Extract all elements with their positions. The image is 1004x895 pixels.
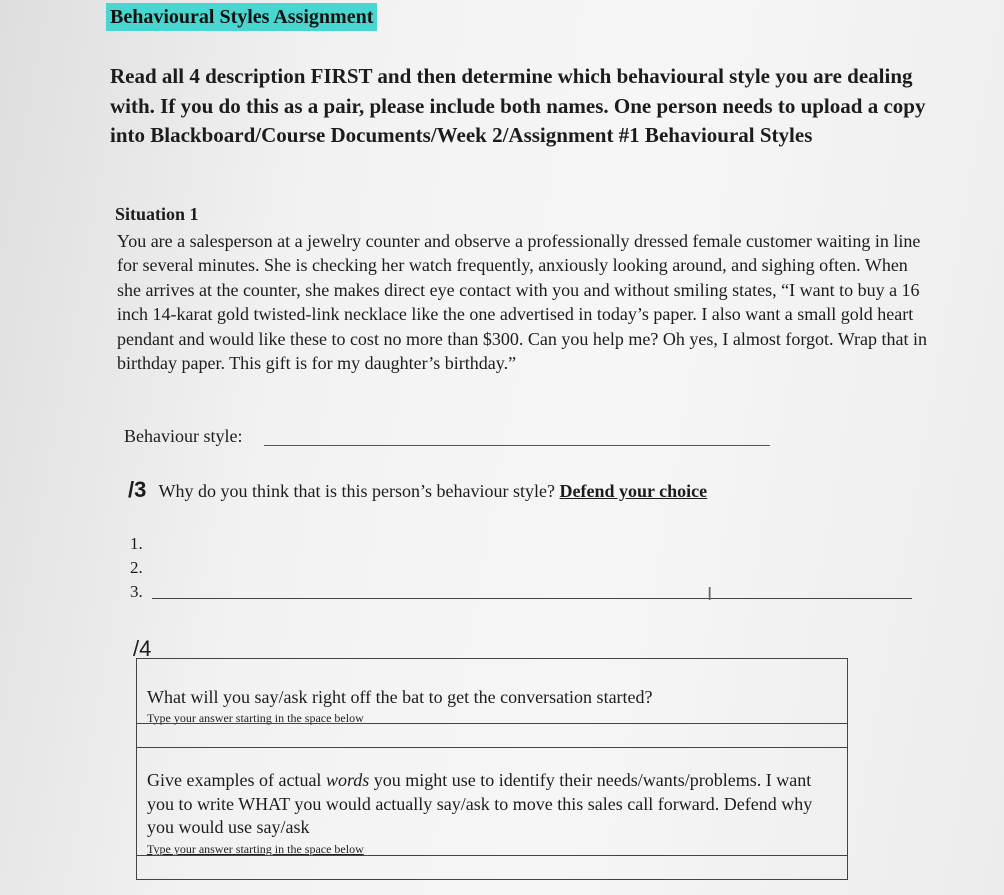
answer-list-item[interactable]: 3. — [130, 582, 143, 601]
needs-answer-field[interactable] — [137, 856, 847, 878]
answer-hint: Type your answer starting in the space below — [147, 711, 364, 725]
situation-body: You are a salesperson at a jewelry counter and observe a professionally dressed female customer waiting in line for several minutes. She is checking her watch frequently, anxiously looking around, and sighing often. When she arrives at the counter, she makes direct eye contact with you and without smiling states, “I want to buy a 16 inch 14-karat gold twisted-link necklace like the one advertised in today’s paper. I also want a small gold heart pendant and would like these to cost no more than $300. Can you help me? Oh yes, I almost forgot. Wrap that in birthday paper. This gift is for my daughter’s birthday.” — [117, 231, 927, 374]
situation-heading: Situation 1 — [115, 204, 199, 224]
document-title: Behavioural Styles Assignment — [106, 3, 377, 31]
answer-list-item[interactable]: 2. — [130, 558, 143, 577]
question-marks: /3 — [128, 477, 147, 502]
answer-list-item[interactable]: 1. — [130, 534, 143, 553]
section2-marks: /4 — [133, 636, 152, 661]
row-divider — [137, 747, 847, 748]
answer-underline — [152, 598, 912, 599]
text-cursor-icon: I — [707, 584, 713, 605]
words-emphasis: words — [325, 770, 370, 790]
defend-choice-emphasis: Defend your choice — [559, 481, 708, 501]
response-table — [136, 658, 848, 880]
behaviour-style-answer-line[interactable] — [264, 445, 770, 446]
opening-answer-field[interactable] — [137, 724, 847, 746]
question-text: Why do you think that is this person’s behaviour style? — [158, 481, 555, 501]
opening-question: What will you say/ask right off the bat to get the conversation started? — [147, 687, 653, 707]
behaviour-style-label: Behaviour style: — [124, 426, 243, 446]
answer-hint: Type your answer starting in the space below — [147, 842, 364, 856]
instructions-paragraph: Read all 4 description FIRST and then determine which behavioural style you are dealing with. If you do this as a pair, please include both names. One person needs to upload a copy into Blackboard/Course Documents/Week 2/Assignment #1 Behavioural Styles — [110, 64, 926, 147]
answer-list — [130, 532, 143, 604]
needs-question: Give examples of actual words you might use to identify their needs/wants/problems. I want you to write WHAT you would actually say/ask to move this sales call forward. Defend why you would use say/ask — [147, 770, 813, 837]
question-row — [128, 477, 707, 503]
